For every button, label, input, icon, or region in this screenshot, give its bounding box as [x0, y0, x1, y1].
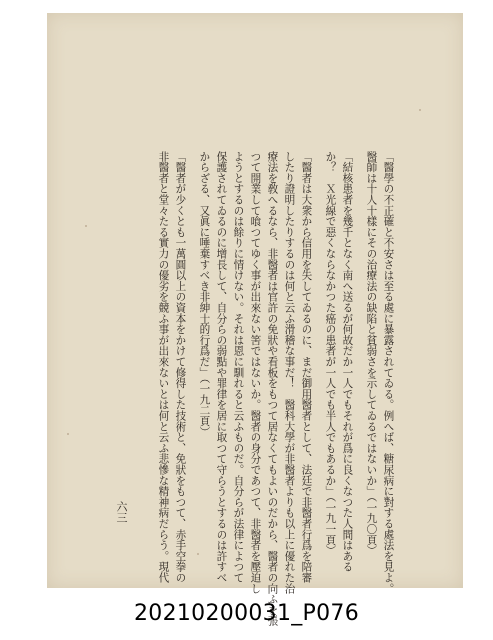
- text-column: したり證明したりするのは何と云ふ滑稽な事だ！ 醫科大學が非醫者よりも以上に優れた治: [283, 151, 296, 594]
- text-column: 「結核患者を幾千となく南へ送るが何故だか一人でもそれが爲に良くなつた人間はある: [341, 151, 354, 573]
- text-column: からざる、又眞に唾棄すべき非紳士的行爲だ」（一九二頁）: [198, 151, 211, 438]
- paper-speck: [67, 433, 69, 435]
- text-column: つて開業して喰つてゆく事が出來ない筈ではないか。醫者の身分であつて、非醫者を壓迫し: [249, 151, 262, 594]
- paper-speck: [197, 553, 199, 555]
- text-column: 醫師は十人十樣にその治療法の缺陷と貧弱さを示してゐるではないか」（一九〇頁）: [365, 151, 378, 557]
- text-column: 非醫者と堂々たる實力の優劣を競ふ事が出來ないとは何と云ふ悲慘な精神病だらう。現代: [157, 151, 170, 583]
- text-column: 「醫者は大衆から信用を失してゐるのに、まだ御用醫者として、法廷で非醫者行爲を陪審: [300, 151, 313, 583]
- paper-speck: [419, 109, 421, 111]
- image-caption: 20210200031_P076: [133, 601, 360, 626]
- text-column: 療法を敎へるなら、非醫者は官許の免狀や看板をもつて居なくてもよいのだから、醫者の向ふを張: [266, 151, 279, 627]
- text-column: 「醫學の不正確と不安さは至る處に暴露されてゐる。例へば、糖尿病に對する處法を見よ。: [382, 151, 395, 594]
- text-column: か？ Ｘ光線で惡くならなかつた癌の患者が一人でも半人でもあるか」（一九一頁）: [324, 151, 337, 557]
- text-column: 「醫者が少くとも一萬圓以上の資本をかけて修得した技術と、免狀をもつて、赤手空拳の: [174, 151, 187, 583]
- paper-speck: [85, 225, 87, 227]
- page-number: 六三: [115, 501, 128, 523]
- text-column: 保護されてゐるのに增長して、自分らの弱點や罪律を居に取つて守らうとするのは許すべ: [215, 151, 228, 583]
- text-column: ようとするのは餘りに情けない。それは恩に馴れると云ふものだ。自分らが法律によつて: [232, 151, 245, 583]
